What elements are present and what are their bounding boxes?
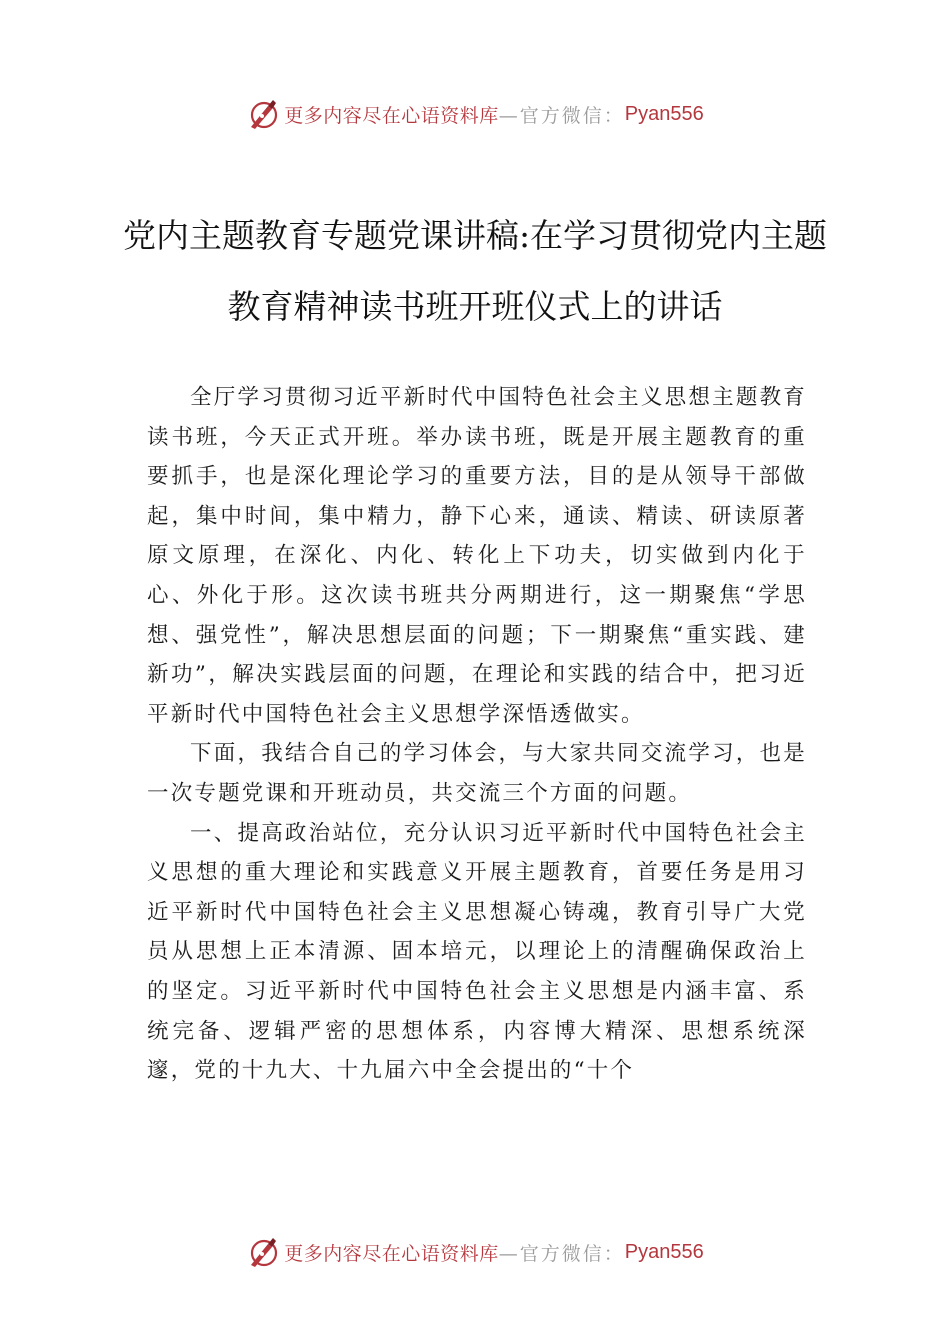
document-body <box>147 378 807 1091</box>
paragraph-1: 全厅学习贯彻习近平新时代中国特色社会主义思想主题教育读书班，今天正式开班。举办读书班，既是开展主题教育的重要抓手，也是深化理论学习的重要方法，目的是从领导干部做起，集中时间，集中精力，静下心来，通读、精读、研读原著原文原理，在深化、内化、转化上下功夫，切实做到内化于心、外化于形。这次读书班共分两期进行，这一期聚焦“学思想、强党性”，解决思想层面的问题；下一期聚焦“重实践、建新功”，解决实践层面的问题，在理论和实践的结合中，把习近平新时代中国特色社会主义思想学深悟透做实。 <box>147 385 807 727</box>
banner-wechat-id: Pyan556 <box>624 102 704 125</box>
footer-banner <box>0 1232 950 1272</box>
pen-logo-icon <box>246 1235 280 1269</box>
paragraph-2: 下面，我结合自己的学习体会，与大家共同交流学习，也是一次专题党课和开班动员，共交流三个方面的问题。 <box>147 741 807 806</box>
pen-logo-icon <box>246 97 280 131</box>
document-title: 党内主题教育专题党课讲稿:在学习贯彻党内主题教育精神读书班开班仪式上的讲话 <box>122 216 828 326</box>
banner-wechat-label: —官方微信： <box>498 1242 625 1265</box>
banner-site-name: 更多内容尽在心语资料库 <box>284 1242 499 1265</box>
header-banner <box>0 94 950 134</box>
paragraph-3: 一、提高政治站位，充分认识习近平新时代中国特色社会主义思想的重大理论和实践意义开展主题教育，首要任务是用习近平新时代中国特色社会主义思想凝心铸魂，教育引导广大党员从思想上正本清源、固本培元，以理论上的清醒确保政治上的坚定。习近平新时代中国特色社会主义思想是内涵丰富、系统完备、逻辑严密的思想体系，内容博大精深、思想系统深邃，党的十九大、十九届六中全会提出的“十个 <box>147 820 807 1084</box>
banner-site-name: 更多内容尽在心语资料库 <box>284 104 499 127</box>
banner-wechat-label: —官方微信： <box>498 104 625 127</box>
banner-wechat-id: Pyan556 <box>624 1240 704 1263</box>
